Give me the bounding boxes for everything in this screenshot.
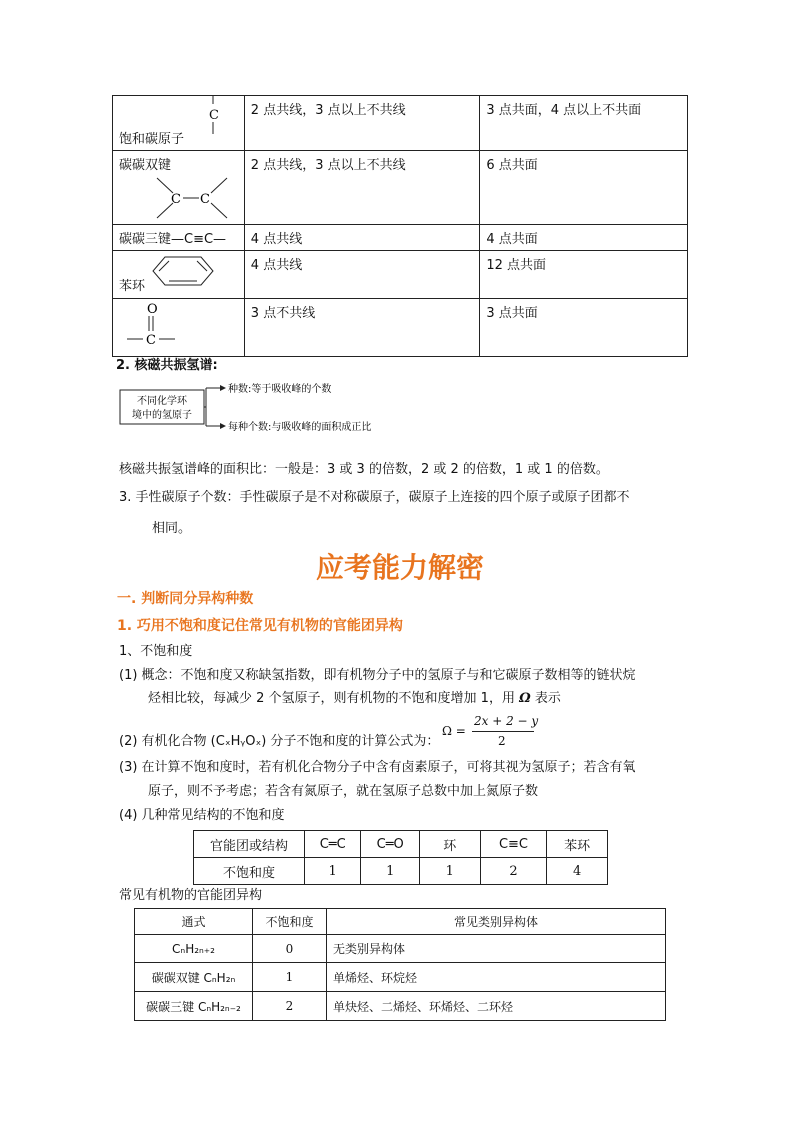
- colinear-cell: 2 点共线，3 点以上不共线: [244, 96, 480, 151]
- nmr-diagram: [118, 378, 398, 438]
- types-cell: 无类别异构体: [327, 935, 666, 963]
- unsat-item1: 1、不饱和度: [119, 644, 193, 659]
- table-row: [113, 251, 688, 299]
- table-header: C≡C: [480, 831, 547, 858]
- degree-cell: 2: [253, 992, 327, 1021]
- colinear-cell: 2 点共线，3 点以上不共线: [244, 151, 480, 225]
- table-header: 环: [419, 831, 480, 858]
- table-row: [113, 151, 688, 225]
- table-header: 常见类别异构体: [327, 909, 666, 935]
- carbon-symbol: C: [209, 108, 219, 123]
- nmr-branch-area: 每种个数:与吸收峰的面积成正比: [228, 422, 372, 433]
- coplanar-cell: 3 点共面，4 点以上不共面: [480, 96, 688, 151]
- coplanar-cell: 6 点共面: [480, 151, 688, 225]
- table-row: [135, 963, 666, 992]
- table-row: [113, 225, 688, 251]
- formula-cell: CₙH₂ₙ₊₂: [135, 935, 253, 963]
- table-cell: 1: [361, 858, 420, 885]
- unsat-concept-line2: [148, 690, 561, 708]
- carbonyl-diagram: [121, 301, 201, 353]
- table-header: 官能团或结构: [194, 831, 305, 858]
- nmr-box-line1: 不同化学环: [137, 396, 187, 407]
- fraction-bar: [472, 731, 534, 732]
- degree-cell: 0: [253, 935, 327, 963]
- isomer-table: [134, 908, 666, 1021]
- nmr-branch-count: 种数:等于吸收峰的个数: [228, 384, 332, 395]
- concept-text: 烃相比较，每减少 2 个氢原子，则有机物的不饱和度增加 1，用: [148, 691, 515, 706]
- table-cell: 2: [480, 858, 547, 885]
- formula-intro: (2) 有机化合物 (CₓHᵧOₓ) 分子不饱和度的计算公式为：: [119, 734, 440, 749]
- structure-label: 碳碳双键: [119, 158, 172, 173]
- double-bond-diagram: [143, 173, 253, 223]
- nmr-heading: 2. 核磁共振氢谱:: [116, 358, 218, 373]
- coplanar-cell: 3 点共面: [480, 299, 688, 357]
- coplanar-cell: 4 点共面: [480, 225, 688, 251]
- nmr-box-line2: 境中的氢原子: [132, 410, 192, 421]
- degree-cell: 1: [253, 963, 327, 992]
- table-cell: 4: [547, 858, 608, 885]
- table-row: [113, 96, 688, 151]
- table-row: [194, 831, 608, 858]
- table-header: 通式: [135, 909, 253, 935]
- svg-text:C: C: [200, 192, 210, 207]
- chiral-line2: 相同。: [152, 521, 192, 536]
- table-row: [194, 858, 608, 885]
- colinear-cell: 3 点不共线: [244, 299, 480, 357]
- calc-line1: (3) 在计算不饱和度时，若有机化合物分子中含有卤素原子，可将其视为氢原子；若含有氧: [119, 760, 636, 775]
- unsat-formula: [440, 714, 560, 752]
- table-cell: 1: [304, 858, 361, 885]
- table-row: [135, 909, 666, 935]
- structure-cell: [113, 299, 245, 357]
- table-header: C═C: [304, 831, 361, 858]
- types-cell: 单炔烃、二烯烃、环烯烃、二环烃: [327, 992, 666, 1021]
- unsat-item4: (4) 几种常见结构的不饱和度: [119, 808, 285, 823]
- formula-numerator: 2x + 2 − y: [474, 714, 539, 728]
- table-header: 苯环: [547, 831, 608, 858]
- coplanar-cell: 12 点共面: [480, 251, 688, 299]
- structure-table: [112, 95, 688, 357]
- table-cell: 1: [419, 858, 480, 885]
- structure-cell: [113, 151, 245, 225]
- structure-label: 碳碳三键—C≡C—: [113, 225, 245, 251]
- table-row: [135, 992, 666, 1021]
- colinear-cell: 4 点共线: [244, 225, 480, 251]
- unsat-table: [193, 830, 608, 885]
- calc-line2: 原子，则不予考虑；若含有氮原子，就在氢原子总数中加上氮原子数: [148, 784, 539, 799]
- oxygen-symbol: O: [147, 302, 158, 317]
- benzene-ring-icon: [151, 253, 221, 289]
- carbon-symbol: C: [146, 333, 156, 348]
- structure-cell: [113, 96, 245, 151]
- formula-lhs: Ω =: [442, 724, 466, 738]
- table-row: [113, 299, 688, 357]
- colinear-cell: 4 点共线: [244, 251, 480, 299]
- isomer-caption: 常见有机物的官能团异构: [119, 888, 263, 903]
- formula-denominator: 2: [498, 734, 506, 748]
- structure-label: 苯环: [119, 279, 146, 294]
- types-cell: 单烯烃、环烷烃: [327, 963, 666, 992]
- chiral-line1: 3. 手性碳原子个数：手性碳原子是不对称碳原子，碳原子上连接的四个原子或原子团都不: [119, 490, 630, 505]
- svg-text:C: C: [171, 192, 181, 207]
- structure-label: 饱和碳原子: [119, 132, 185, 147]
- unsat-concept-line1: (1) 概念：不饱和度又称缺氢指数，即有机物分子中的氢原子与和它碳原子数相等的链状烷: [119, 668, 636, 683]
- formula-cell: 碳碳三键 CₙH₂ₙ₋₂: [135, 992, 253, 1021]
- nmr-area-ratio: 核磁共振氢谱峰的面积比：一般是：3 或 3 的倍数，2 或 2 的倍数，1 或 1 的倍数。: [119, 462, 609, 477]
- section-heading-2: 1. 巧用不饱和度记住常见有机物的官能团异构: [117, 618, 403, 634]
- table-header: C═O: [361, 831, 420, 858]
- section-title: 应考能力解密: [315, 551, 484, 584]
- structure-cell: [113, 251, 245, 299]
- concept-text-end: 表示: [534, 691, 561, 706]
- table-header: 不饱和度: [253, 909, 327, 935]
- row-label: 不饱和度: [194, 858, 305, 885]
- section-heading-1: 一. 判断同分异构种数: [117, 591, 254, 607]
- formula-cell: 碳碳双键 CₙH₂ₙ: [135, 963, 253, 992]
- omega-symbol: Ω: [519, 691, 531, 706]
- table-row: [135, 935, 666, 963]
